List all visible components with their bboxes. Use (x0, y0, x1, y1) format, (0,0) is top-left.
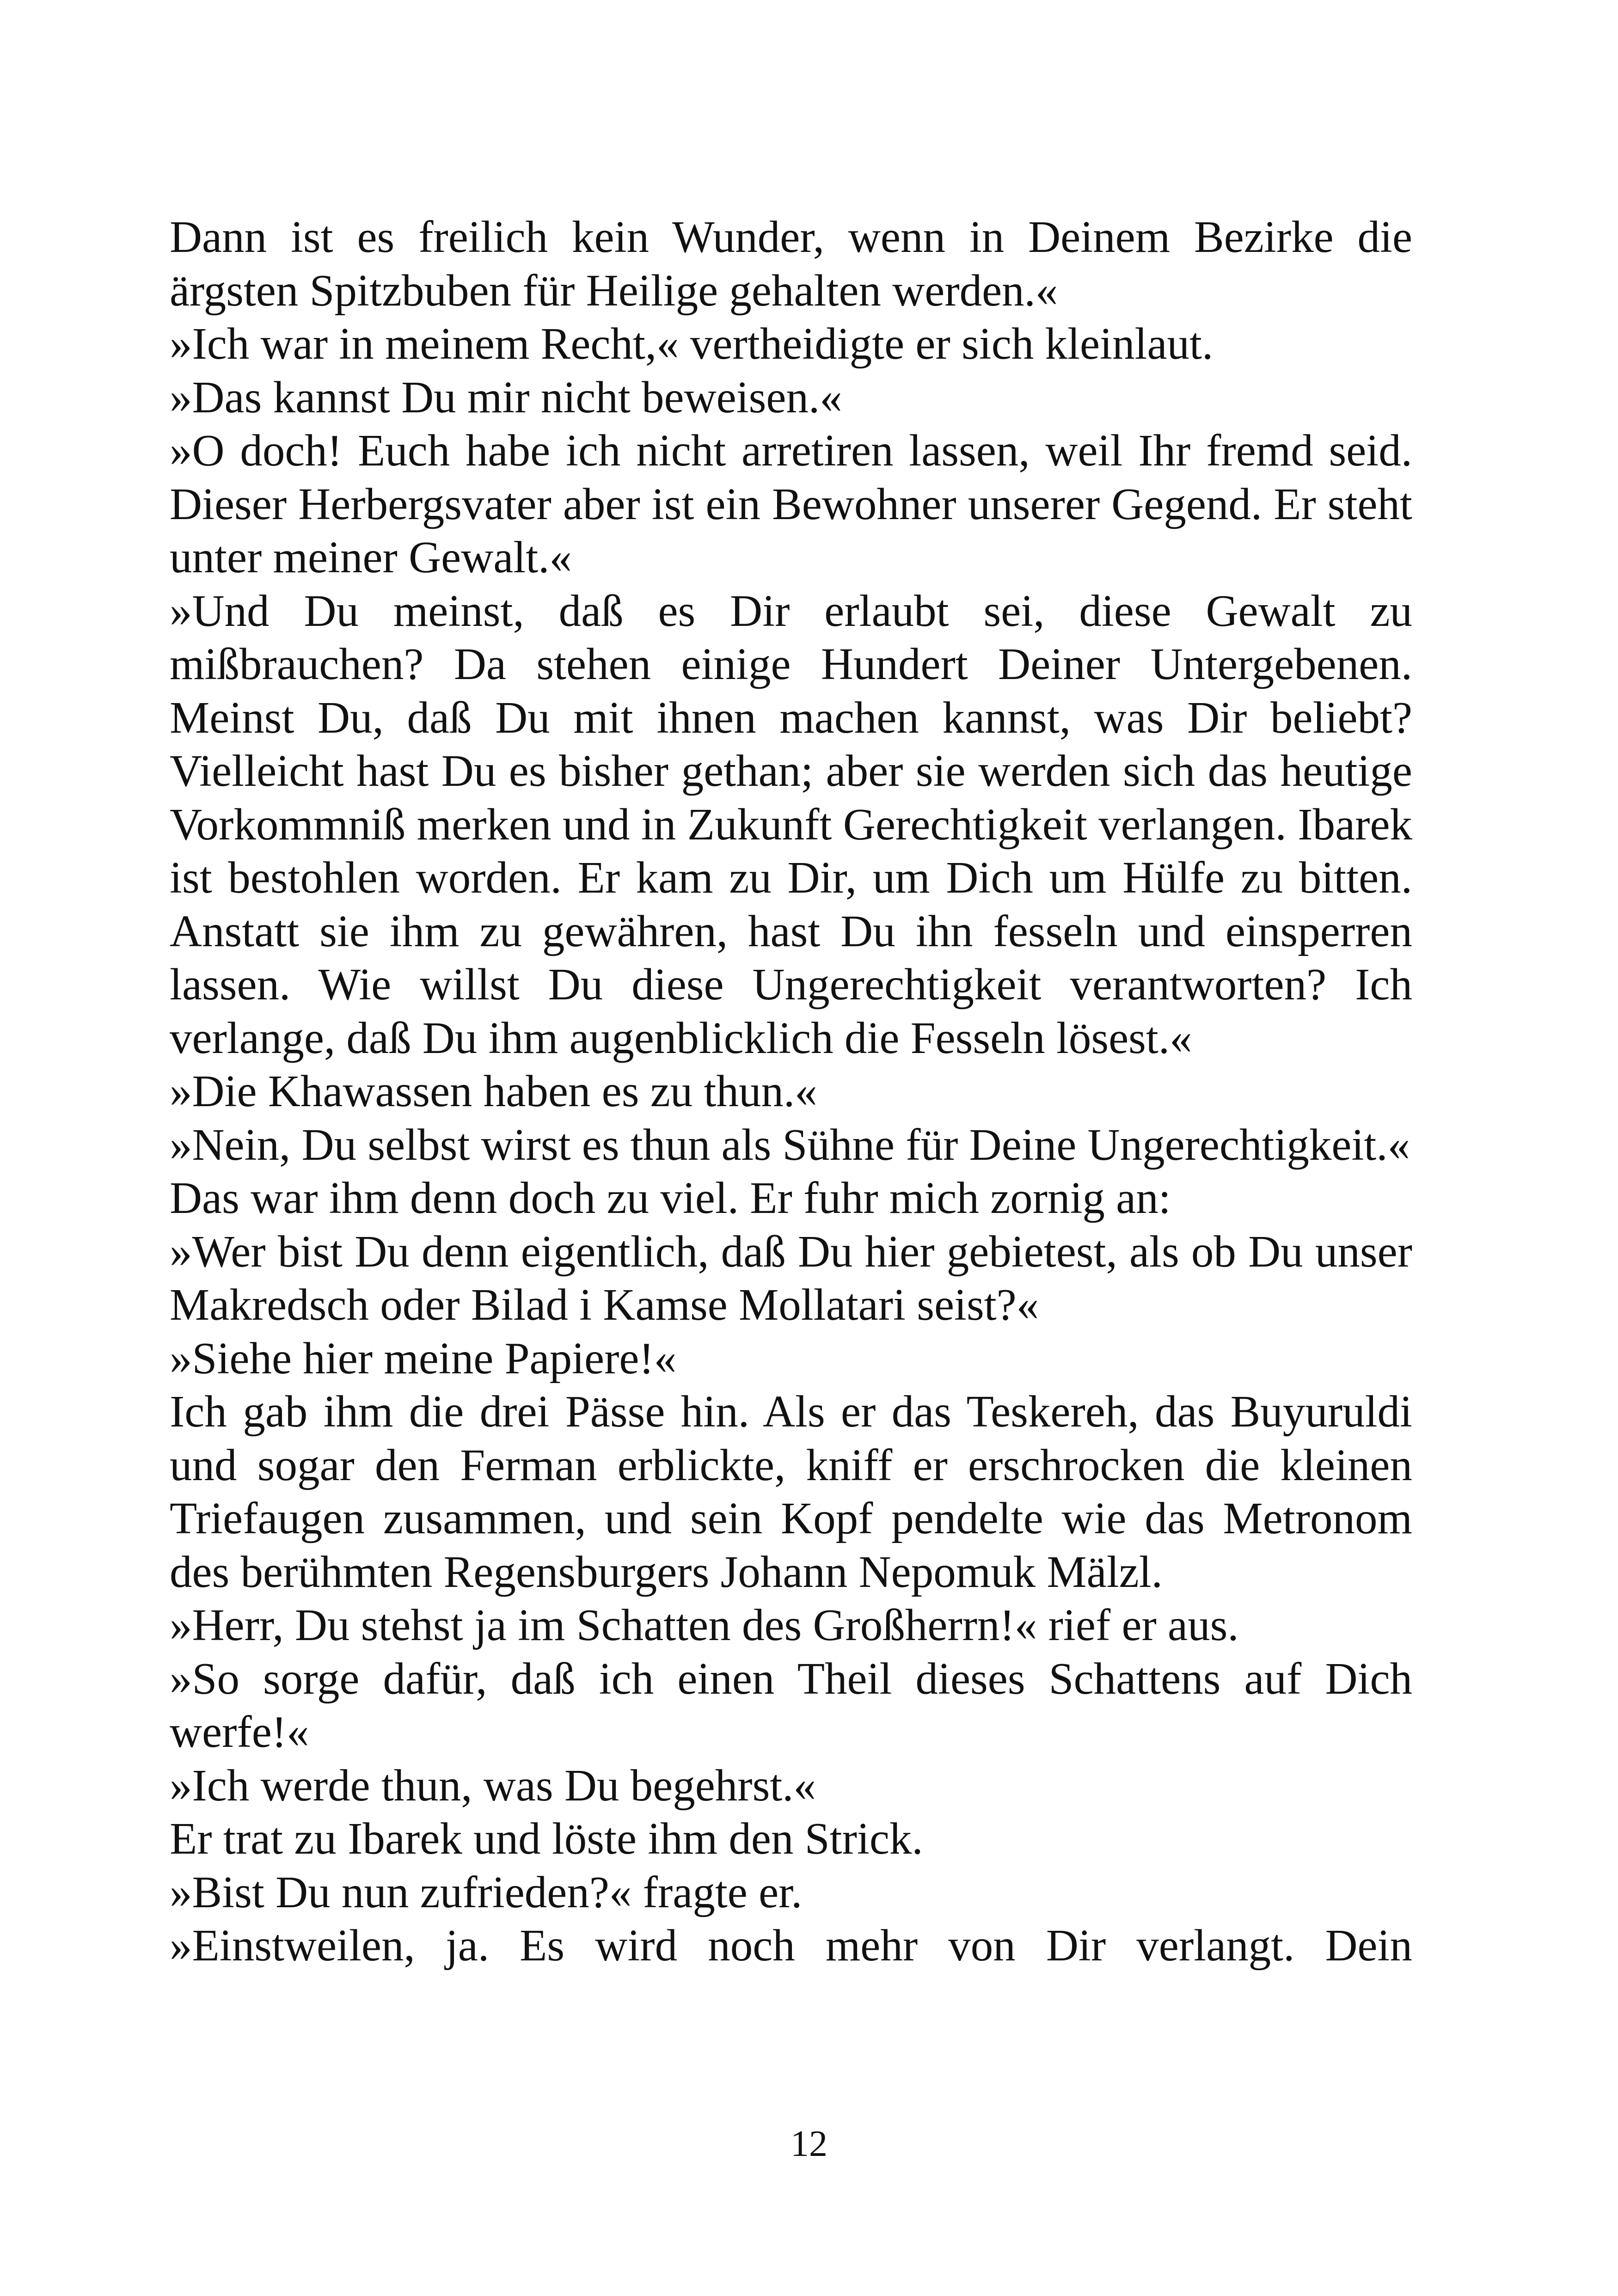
paragraph: »Wer bist Du denn eigentlich, daß Du hier gebietest, als ob Du unser Makredsch oder Bilad i Kamse Mollatari seist?« (170, 1226, 1412, 1329)
paragraph: Er trat zu Ibarek und löste ihm den Strick. (170, 1814, 923, 1863)
paragraph: »O doch! Euch habe ich nicht arretiren lassen, weil Ihr fremd seid. Dieser Herbergsvater aber ist ein Bewohner unserer Gegend. Er steht unter meiner Gewalt.« (170, 426, 1412, 582)
paragraph: »Und Du meinst, daß es Dir erlaubt sei, diese Gewalt zu mißbrauchen? Da stehen einige Hundert Deiner Untergebenen. Meinst Du, daß Du mit ihnen machen kannst, was Dir beliebt? Vielleicht hast Du es bisher gethan; aber sie werden sich das heutige Vorkommniß merken und in Zukunft Gerechtigkeit verlangen. Ibarek ist bestohlen worden. Er kam zu Dir, um Dich um Hülfe zu bitten. Anstatt sie ihm zu gewähren, hast Du ihn fesseln und einsperren lassen. Wie willst Du diese Ungerechtigkeit verantworten? Ich verlange, daß Du ihm augenblicklich die Fesseln lösest.« (170, 586, 1412, 1063)
paragraph: »So sorge dafür, daß ich einen Theil dieses Schattens auf Dich werfe!« (170, 1653, 1412, 1757)
paragraph: »Die Khawassen haben es zu thun.« (170, 1066, 817, 1116)
paragraph: »Einstweilen, ja. Es wird noch mehr von Dir verlangt. Dein (170, 1921, 1412, 1970)
page-number: 12 (791, 2124, 827, 2164)
paragraph: »Nein, Du selbst wirst es thun als Sühne für Deine Ungerechtigkeit.« (170, 1120, 1410, 1169)
paragraph: »Das kannst Du mir nicht beweisen.« (170, 372, 842, 422)
paragraph: Dann ist es freilich kein Wunder, wenn in Deinem Bezirke die ärgsten Spitzbuben für Heilige gehalten werden.« (170, 212, 1412, 315)
paragraph: Ich gab ihm die drei Pässe hin. Als er das Teskereh, das Buyuruldi und sogar den Ferman erblickte, kniff er erschrocken die kleinen Triefaugen zusammen, und sein Kopf pendelte wie das Metronom des berühmten Regensburgers Johann Nepomuk Mälzl. (170, 1387, 1412, 1597)
paragraph: »Ich war in meinem Recht,« vertheidigte er sich kleinlaut. (170, 319, 1214, 368)
paragraph: »Ich werde thun, was Du begehrst.« (170, 1760, 816, 1810)
body-text (170, 210, 1412, 1972)
paragraph: »Bist Du nun zufrieden?« fragte er. (170, 1867, 803, 1917)
paragraph: »Siehe hier meine Papiere!« (170, 1333, 677, 1383)
paragraph: Das war ihm denn doch zu viel. Er fuhr mich zornig an: (170, 1173, 1171, 1223)
paragraph: »Herr, Du stehst ja im Schatten des Großherrn!« rief er aus. (170, 1600, 1239, 1650)
